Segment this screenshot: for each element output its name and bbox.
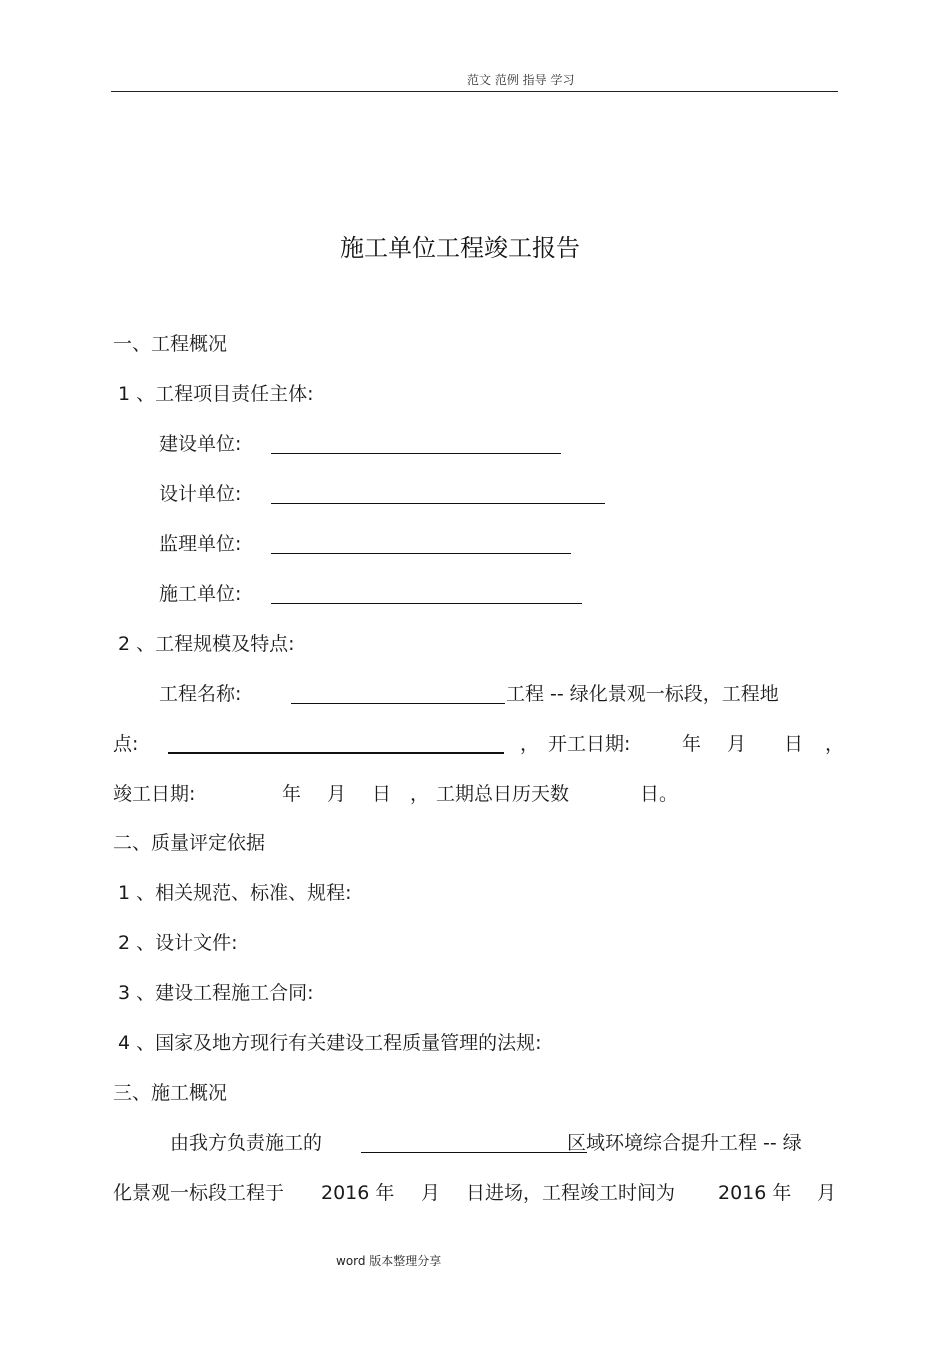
item1-label: 1 、工程项目责任主体: bbox=[118, 383, 314, 405]
section3-line2-a: 化景观一标段工程于 bbox=[113, 1182, 285, 1204]
field-label-supervision-unit: 监理单位: bbox=[159, 533, 242, 555]
start-year: 年 bbox=[682, 733, 702, 755]
section2-item-2: 2 、设计文件: bbox=[118, 932, 238, 954]
duration-day: 日。 bbox=[640, 783, 679, 805]
location-label: 点: bbox=[113, 733, 139, 755]
page-header-text: 范文 范例 指导 学习 bbox=[467, 73, 575, 87]
section2-heading: 二、质量评定依据 bbox=[113, 832, 266, 854]
construction-unit-blank[interactable] bbox=[271, 453, 561, 454]
completion-month: 月 bbox=[817, 1182, 837, 1204]
completion-year: 2016 年 bbox=[718, 1182, 792, 1204]
end-year: 年 bbox=[282, 783, 302, 805]
comma-1: ， bbox=[520, 733, 540, 755]
header-rule bbox=[111, 91, 838, 92]
section3-line2-b: 日进场，工程竣工时间为 bbox=[466, 1182, 676, 1204]
section2-item-4: 4 、国家及地方现行有关建设工程质量管理的法规: bbox=[118, 1032, 542, 1054]
field-label-contractor-unit: 施工单位: bbox=[159, 583, 242, 605]
end-month: 月 bbox=[327, 783, 347, 805]
start-month: 月 bbox=[727, 733, 747, 755]
section2-item-1: 1 、相关规范、标准、规程: bbox=[118, 882, 352, 904]
end-day: 日 bbox=[372, 783, 392, 805]
item2-label: 2 、工程规模及特点: bbox=[118, 633, 295, 655]
end-date-label: 竣工日期: bbox=[113, 783, 196, 805]
comma-3: ， bbox=[410, 783, 430, 805]
project-name-blank[interactable] bbox=[291, 703, 505, 704]
document-title: 施工单位工程竣工报告 bbox=[340, 234, 580, 262]
supervision-unit-blank[interactable] bbox=[271, 553, 571, 554]
section3-heading: 三、施工概况 bbox=[113, 1082, 228, 1104]
comma-2: ， bbox=[825, 733, 845, 755]
project-name-suffix: 工程 -- 绿化景观一标段，工程地 bbox=[506, 683, 779, 705]
section2-item-3: 3 、建设工程施工合同: bbox=[118, 982, 314, 1004]
section3-para-mid: 区域环境综合提升工程 -- 绿 bbox=[567, 1132, 802, 1154]
field-label-design-unit: 设计单位: bbox=[159, 483, 242, 505]
project-area-blank[interactable] bbox=[361, 1152, 587, 1153]
duration-label: 工期总日历天数 bbox=[436, 783, 570, 805]
entry-month: 月 bbox=[421, 1182, 441, 1204]
section1-heading: 一、工程概况 bbox=[113, 333, 228, 355]
location-blank[interactable] bbox=[168, 752, 504, 754]
design-unit-blank[interactable] bbox=[271, 503, 605, 504]
contractor-unit-blank[interactable] bbox=[271, 603, 582, 604]
start-day: 日 bbox=[784, 733, 804, 755]
project-name-label: 工程名称: bbox=[159, 683, 242, 705]
page-footer-text: word 版本整理分享 bbox=[336, 1254, 442, 1268]
section3-para-start: 由我方负责施工的 bbox=[170, 1132, 323, 1154]
field-label-construction-unit: 建设单位: bbox=[159, 433, 242, 455]
entry-year: 2016 年 bbox=[321, 1182, 395, 1204]
start-date-label: 开工日期: bbox=[548, 733, 631, 755]
